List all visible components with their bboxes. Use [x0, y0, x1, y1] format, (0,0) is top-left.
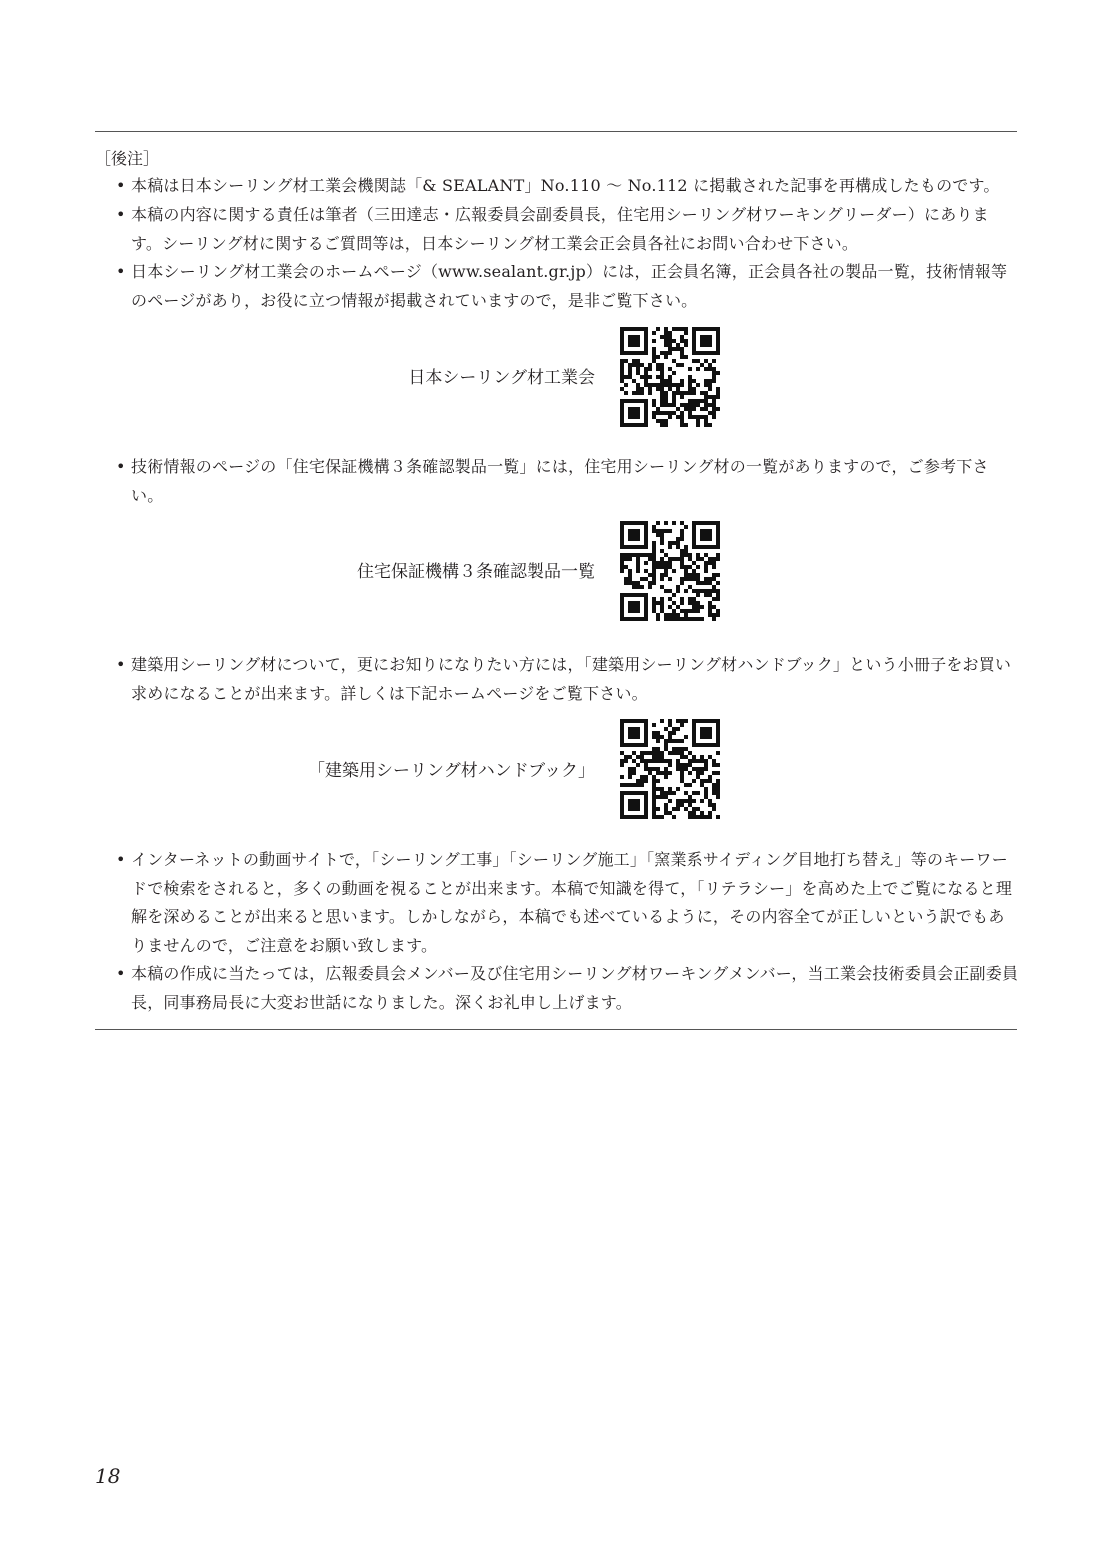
qr-code-icon[interactable]: [620, 327, 720, 427]
note-text: インターネットの動画サイトで，「シーリング工事」「シーリング施工」「窯業系サイディング目地打ち替え」等のキーワードで検索をされると，多くの動画を視ることが出来ます。本稿で知識を得て，「リテラシー」を高めた上でご覧になると理解を深めることが出来ると思います。しかしながら，本稿でも述べているように，その内容全てが正しいという訳でもありませんので，ご注意をお願い致します。: [131, 850, 1013, 955]
note-item: [116, 172, 1019, 201]
bullet: •: [116, 850, 126, 869]
qr-code-graphic: [620, 719, 720, 819]
top-divider: [95, 131, 1017, 132]
note-item: [116, 651, 1019, 708]
notes-heading: ［後注］: [95, 149, 160, 168]
qr-label-certified-products: 住宅保証機構３条確認製品一覧: [357, 562, 595, 582]
note-item: [116, 258, 1019, 315]
page-number: 18: [95, 1464, 121, 1488]
note-item: [116, 960, 1019, 1017]
note-item: [116, 201, 1019, 258]
bullet: •: [116, 205, 126, 224]
qr-label-handbook: 「建築用シーリング材ハンドブック」: [308, 761, 595, 781]
qr-code-graphic: [620, 327, 720, 427]
qr-label-sealant-association: 日本シーリング材工業会: [408, 368, 595, 388]
note-text: 日本シーリング材工業会のホームページ（www.sealant.gr.jp）には，正会員名簿，正会員各社の製品一覧，技術情報等のページがあり，お役に立つ情報が掲載されていますので，是非ご覧下さい。: [131, 262, 1008, 310]
bullet: •: [116, 964, 126, 983]
note-item: [116, 846, 1019, 960]
qr-code-icon[interactable]: [620, 719, 720, 819]
bullet: •: [116, 457, 126, 476]
bullet: •: [116, 655, 126, 674]
note-text: 本稿の作成に当たっては，広報委員会メンバー及び住宅用シーリング材ワーキングメンバー，当工業会技術委員会正副委員長，同事務局長に大変お世話になりました。深くお礼申し上げます。: [131, 964, 1019, 1012]
bottom-divider: [95, 1029, 1017, 1030]
note-text: 建築用シーリング材について，更にお知りになりたい方には，「建築用シーリング材ハンドブック」という小冊子をお買い求めになることが出来ます。詳しくは下記ホームページをご覧下さい。: [131, 655, 1012, 703]
qr-code-icon[interactable]: [620, 521, 720, 621]
bullet: •: [116, 262, 126, 281]
note-item: [116, 453, 1019, 510]
qr-code-graphic: [620, 521, 720, 621]
note-text: 本稿は日本シーリング材工業会機関誌「& SEALANT」No.110 ～ No.112 に掲載された記事を再構成したものです。: [131, 176, 1000, 195]
note-text: 本稿の内容に関する責任は筆者（三田達志・広報委員会副委員長，住宅用シーリング材ワーキングリーダー）にあります。シーリング材に関するご質問等は，日本シーリング材工業会正会員各社にお問い合わせ下さい。: [131, 205, 989, 253]
bullet: •: [116, 176, 126, 195]
note-text: 技術情報のページの「住宅保証機構３条確認製品一覧」には，住宅用シーリング材の一覧がありますので，ご参考下さい。: [131, 457, 989, 505]
